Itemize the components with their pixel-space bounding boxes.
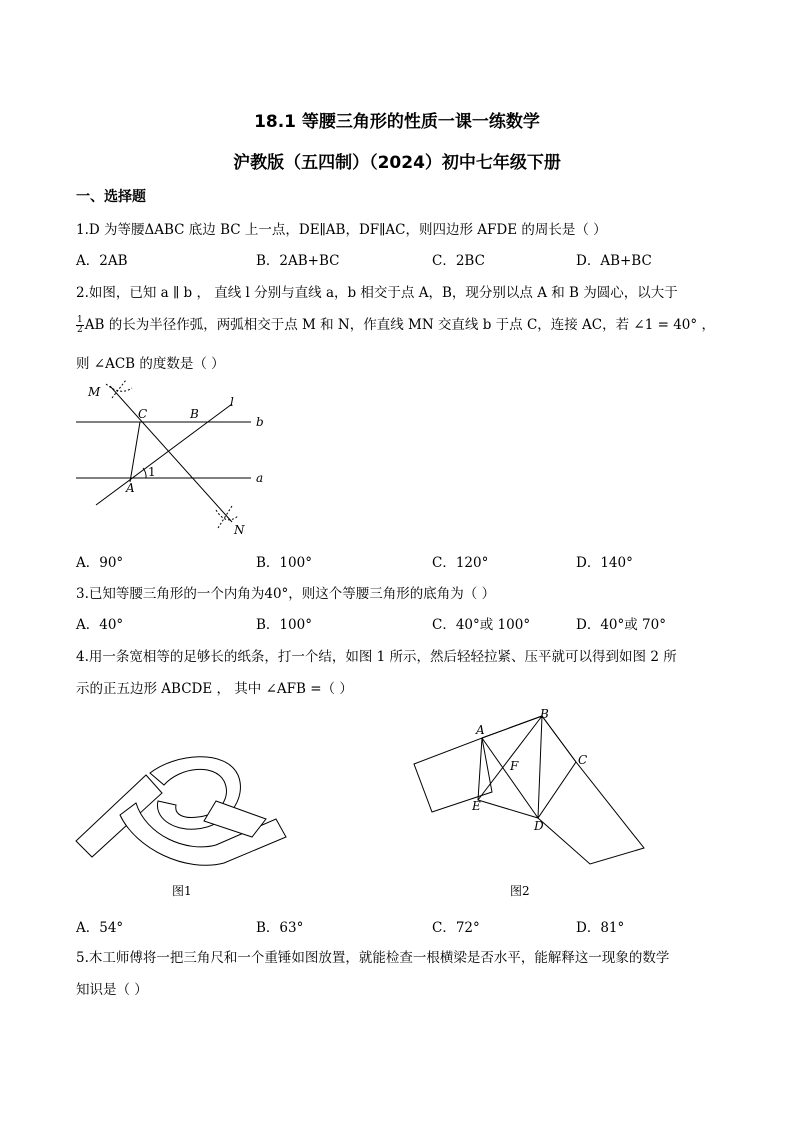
arc-m [106,384,132,391]
label-l: l [230,395,234,409]
question-5-text-line2: 知识是（ ） [76,982,148,998]
q3-option-a: A．40° [76,617,124,633]
question-2-text-line1: 2.如图，已知 a ∥ b ， 直线 l 分别与直线 a，b 相交于点 A，B，现分别以点 A 和 B 为圆心，以大于 [76,285,678,301]
label-line-b: b [256,415,264,429]
label-angle-1: 1 [148,465,156,479]
q2-option-d: D．140° [576,555,633,571]
label-d: D [534,819,544,833]
label-n: N [234,523,245,537]
diagonal-ad [482,738,538,818]
arc-n [216,510,238,520]
line-l [96,404,232,505]
q4-option-a: A．54° [76,920,124,936]
question-2-text-line2: $\frac{1}{2}$ AB 的长为半径作弧，两弧相交于点 M 和 N，作直线 MN 交直线 b 于点 C，连接 AC，若 ∠1 = 40° ， [77,315,715,335]
diagonal-be [478,716,542,800]
question-1-text: 1.D 为等腰ΔABC 底边 BC 上一点，DE∥AB，DF∥AC，则四边形 AFDE 的周长是（ ） [76,222,607,238]
knot-lower-band [120,803,286,865]
figure-2-caption: 图2 [510,884,530,898]
q2-option-c: C．120° [432,555,489,571]
label-c: C [578,753,588,767]
q1-option-c: C．2BC [432,253,485,269]
question-5-text-line1: 5.木工师傅将一把三角尺和一个重锤如图放置，就能检查一根横梁是否水平，能解释这一现象的数学 [76,950,670,966]
fraction-one-half: $\frac{1}{2}$ [77,315,83,335]
label-line-a: a [256,471,264,485]
q1-option-b: B．2AB+BC [256,253,340,269]
question-3-text: 3.已知等腰三角形的一个内角为40°，则这个等腰三角形的底角为（ ） [76,586,496,602]
q3-option-b: B．100° [256,617,312,633]
question-4-text-line2: 示的正五边形 ABCDE ， 其中 ∠AFB =（ ） [76,681,353,697]
label-c: C [138,407,148,421]
q2-option-a: A．90° [76,555,124,571]
q3-option-c: C．40°或 100° [432,617,531,633]
q4-option-d: D．81° [576,920,625,936]
q4-option-c: C．72° [432,920,480,936]
section-heading: 一、选择题 [76,189,146,205]
page-subtitle: 沪教版（五四制）（2024）初中七年级下册 [233,153,561,173]
label-f: F [510,759,519,773]
strip-right [538,716,644,864]
q4-figure-2-pentagon [414,708,644,868]
q2-option-b: B．100° [256,555,312,571]
q4-figure-1-knot [76,745,286,865]
line-mn [110,386,232,522]
q1-option-d: D．AB+BC [576,253,652,269]
label-m: M [88,385,101,399]
q1-option-a: A．2AB [76,253,128,269]
label-b: B [540,707,549,721]
q3-option-d: D．40°或 70° [576,617,666,633]
q4-option-b: B．63° [256,920,304,936]
page-title: 18.1 等腰三角形的性质一课一练数学 [254,112,540,132]
q2-figure [76,380,276,540]
figure-1-caption: 图1 [172,884,192,898]
question-2-text-line3: 则 ∠ACB 的度数是（ ） [76,356,225,372]
label-e: E [472,799,481,813]
label-a-point: A [126,481,135,495]
label-b-point: B [190,407,199,421]
label-a: A [476,723,485,737]
question-4-text-line1: 4.用一条宽相等的足够长的纸条，打一个结，如图 1 所示，然后轻轻拉紧、压平就可以得到如图 2 所 [76,649,677,665]
